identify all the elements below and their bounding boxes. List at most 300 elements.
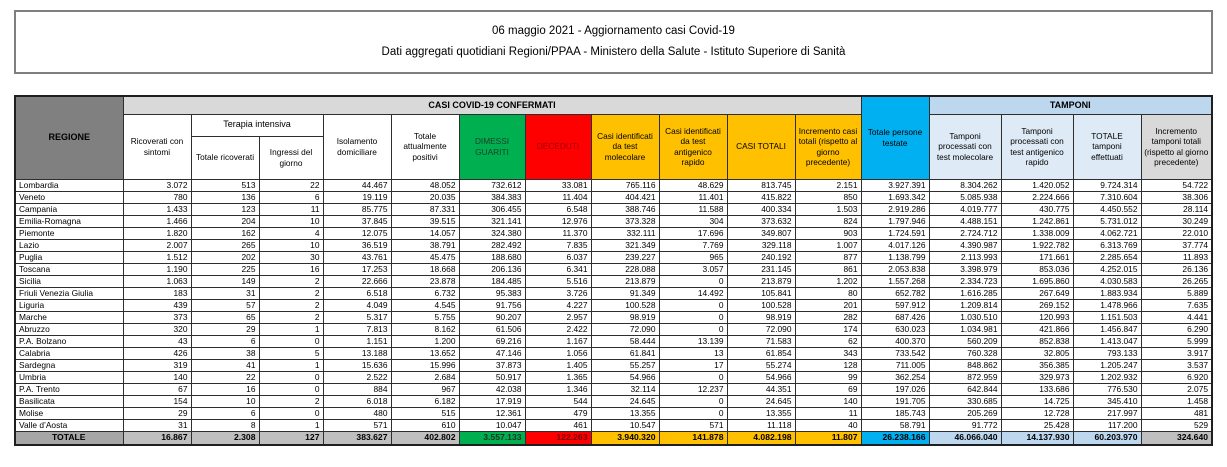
value-cell: 16 xyxy=(191,383,259,395)
value-cell: 14.057 xyxy=(391,227,459,239)
region-cell: Veneto xyxy=(15,191,123,203)
value-cell: 4.017.126 xyxy=(861,239,929,251)
value-cell: 40 xyxy=(795,419,861,431)
value-cell: 1.503 xyxy=(795,203,861,215)
value-cell: 55.257 xyxy=(591,359,659,371)
value-cell: 15.996 xyxy=(391,359,459,371)
value-cell: 2.724.712 xyxy=(929,227,1001,239)
value-cell: 31 xyxy=(191,287,259,299)
value-cell: 205.269 xyxy=(929,407,1001,419)
value-cell: 4.252.015 xyxy=(1073,263,1141,275)
value-cell: 206.136 xyxy=(459,263,525,275)
value-cell: 43.761 xyxy=(323,251,391,263)
value-cell: 26.136 xyxy=(1141,263,1212,275)
value-cell: 37.845 xyxy=(323,215,391,227)
value-cell: 2 xyxy=(259,299,323,311)
value-cell: 765.116 xyxy=(591,179,659,191)
value-cell: 884 xyxy=(323,383,391,395)
value-cell: 571 xyxy=(323,419,391,431)
value-cell: 58.791 xyxy=(861,419,929,431)
value-cell: 2.053.838 xyxy=(861,263,929,275)
value-cell: 61.841 xyxy=(591,347,659,359)
column-header-casi-test-molecolare: Casi identificati da test molecolare xyxy=(591,114,659,179)
value-cell: 4.545 xyxy=(391,299,459,311)
value-cell: 1.405 xyxy=(525,359,591,371)
value-cell: 91.756 xyxy=(459,299,525,311)
value-cell: 22.010 xyxy=(1141,227,1212,239)
value-cell: 852.838 xyxy=(1001,335,1073,347)
value-cell: 1.478.966 xyxy=(1073,299,1141,311)
value-cell: 0 xyxy=(659,395,727,407)
value-cell: 4.441 xyxy=(1141,311,1212,323)
value-cell: 3.072 xyxy=(123,179,191,191)
total-value-cell: 402.802 xyxy=(391,431,459,445)
value-cell: 6.037 xyxy=(525,251,591,263)
value-cell: 7.835 xyxy=(525,239,591,251)
value-cell: 349.807 xyxy=(727,227,795,239)
total-label-cell: TOTALE xyxy=(15,431,123,445)
value-cell: 30.249 xyxy=(1141,215,1212,227)
value-cell: 240.192 xyxy=(727,251,795,263)
value-cell: 0 xyxy=(259,383,323,395)
value-cell: 0 xyxy=(659,371,727,383)
value-cell: 2 xyxy=(259,311,323,323)
table-row xyxy=(15,275,1212,287)
value-cell: 2.075 xyxy=(1141,383,1212,395)
table-row xyxy=(15,395,1212,407)
value-cell: 95.383 xyxy=(459,287,525,299)
table-row xyxy=(15,203,1212,215)
column-header-tamponi-molecolare: Tamponi processati con test molecolare xyxy=(929,114,1001,179)
value-cell: 33.081 xyxy=(525,179,591,191)
table-row xyxy=(15,323,1212,335)
value-cell: 861 xyxy=(795,263,861,275)
value-cell: 22.666 xyxy=(323,275,391,287)
value-cell: 100.528 xyxy=(727,299,795,311)
value-cell: 22 xyxy=(259,179,323,191)
value-cell: 0 xyxy=(659,311,727,323)
value-cell: 5.085.938 xyxy=(929,191,1001,203)
region-cell: P.A. Bolzano xyxy=(15,335,123,347)
value-cell: 439 xyxy=(123,299,191,311)
value-cell: 1.433 xyxy=(123,203,191,215)
value-cell: 25.428 xyxy=(1001,419,1073,431)
value-cell: 61.506 xyxy=(459,323,525,335)
value-cell: 1.242.861 xyxy=(1001,215,1073,227)
value-cell: 174 xyxy=(795,323,861,335)
column-header-ingressi-del-giorno: Ingressi del giorno xyxy=(259,136,323,179)
value-cell: 324.380 xyxy=(459,227,525,239)
column-header-incremento-casi: Incremento casi totali (rispetto al giorno precedente) xyxy=(795,114,861,179)
table-row xyxy=(15,383,1212,395)
group-header-casi-confermati: CASI COVID-19 CONFERMATI xyxy=(123,96,861,114)
value-cell: 8 xyxy=(191,419,259,431)
value-cell: 793.133 xyxy=(1073,347,1141,359)
table-row xyxy=(15,359,1212,371)
table-row xyxy=(15,263,1212,275)
total-value-cell: 122.263 xyxy=(525,431,591,445)
value-cell: 2 xyxy=(259,275,323,287)
value-cell: 38.791 xyxy=(391,239,459,251)
value-cell: 362.254 xyxy=(861,371,929,383)
value-cell: 1.922.782 xyxy=(1001,239,1073,251)
value-cell: 4.030.583 xyxy=(1073,275,1141,287)
total-value-cell: 60.203.970 xyxy=(1073,431,1141,445)
value-cell: 813.745 xyxy=(727,179,795,191)
region-cell: Molise xyxy=(15,407,123,419)
value-cell: 184.485 xyxy=(459,275,525,287)
value-cell: 2.522 xyxy=(323,371,391,383)
column-header-deceduti: DECEDUTI xyxy=(525,114,591,179)
value-cell: 373 xyxy=(123,311,191,323)
value-cell: 1.205.247 xyxy=(1073,359,1141,371)
value-cell: 1.466 xyxy=(123,215,191,227)
value-cell: 149 xyxy=(191,275,259,287)
value-cell: 1.030.510 xyxy=(929,311,1001,323)
value-cell: 461 xyxy=(525,419,591,431)
value-cell: 5.755 xyxy=(391,311,459,323)
table-row xyxy=(15,215,1212,227)
value-cell: 1.138.799 xyxy=(861,251,929,263)
value-cell: 824 xyxy=(795,215,861,227)
value-cell: 304 xyxy=(659,215,727,227)
value-cell: 140 xyxy=(795,395,861,407)
value-cell: 329.973 xyxy=(1001,371,1073,383)
column-header-persone-testate: Totale persone testate xyxy=(861,96,929,179)
value-cell: 90.207 xyxy=(459,311,525,323)
total-value-cell: 16.867 xyxy=(123,431,191,445)
value-cell: 7.813 xyxy=(323,323,391,335)
value-cell: 610 xyxy=(391,419,459,431)
total-value-cell: 26.238.166 xyxy=(861,431,929,445)
value-cell: 760.328 xyxy=(929,347,1001,359)
value-cell: 1.695.860 xyxy=(1001,275,1073,287)
value-cell: 4.390.987 xyxy=(929,239,1001,251)
value-cell: 373.328 xyxy=(591,215,659,227)
value-cell: 6.518 xyxy=(323,287,391,299)
value-cell: 31 xyxy=(123,419,191,431)
value-cell: 13.139 xyxy=(659,335,727,347)
value-cell: 267.649 xyxy=(1001,287,1073,299)
value-cell: 597.912 xyxy=(861,299,929,311)
region-cell: Campania xyxy=(15,203,123,215)
value-cell: 5.889 xyxy=(1141,287,1212,299)
value-cell: 14.725 xyxy=(1001,395,1073,407)
value-cell: 2 xyxy=(259,395,323,407)
value-cell: 44.351 xyxy=(727,383,795,395)
value-cell: 384.383 xyxy=(459,191,525,203)
value-cell: 38 xyxy=(191,347,259,359)
value-cell: 11.118 xyxy=(727,419,795,431)
value-cell: 2.684 xyxy=(391,371,459,383)
value-cell: 1 xyxy=(259,323,323,335)
value-cell: 5.999 xyxy=(1141,335,1212,347)
value-cell: 37.873 xyxy=(459,359,525,371)
total-value-cell: 141.878 xyxy=(659,431,727,445)
value-cell: 239.227 xyxy=(591,251,659,263)
region-cell: Liguria xyxy=(15,299,123,311)
value-cell: 1.724.591 xyxy=(861,227,929,239)
value-cell: 903 xyxy=(795,227,861,239)
value-cell: 13.355 xyxy=(591,407,659,419)
value-cell: 39.515 xyxy=(391,215,459,227)
value-cell: 154 xyxy=(123,395,191,407)
value-cell: 87.331 xyxy=(391,203,459,215)
value-cell: 544 xyxy=(525,395,591,407)
value-cell: 1.151 xyxy=(323,335,391,347)
value-cell: 15.636 xyxy=(323,359,391,371)
value-cell: 225 xyxy=(191,263,259,275)
column-header-attualmente-positivi: Totale attualmente positivi xyxy=(391,114,459,179)
value-cell: 54.722 xyxy=(1141,179,1212,191)
value-cell: 30 xyxy=(259,251,323,263)
value-cell: 711.005 xyxy=(861,359,929,371)
value-cell: 231.145 xyxy=(727,263,795,275)
table-row xyxy=(15,407,1212,419)
value-cell: 2.957 xyxy=(525,311,591,323)
value-cell: 185.743 xyxy=(861,407,929,419)
value-cell: 373.632 xyxy=(727,215,795,227)
value-cell: 4.450.552 xyxy=(1073,203,1141,215)
value-cell: 404.421 xyxy=(591,191,659,203)
value-cell: 1.616.285 xyxy=(929,287,1001,299)
value-cell: 0 xyxy=(259,407,323,419)
value-cell: 91.772 xyxy=(929,419,1001,431)
column-header-ricoverati-con-sintomi: Ricoverati con sintomi xyxy=(123,114,191,179)
value-cell: 197.026 xyxy=(861,383,929,395)
value-cell: 1.365 xyxy=(525,371,591,383)
value-cell: 10 xyxy=(191,395,259,407)
total-value-cell: 3.557.133 xyxy=(459,431,525,445)
table-row xyxy=(15,239,1212,251)
value-cell: 58.444 xyxy=(591,335,659,347)
value-cell: 99 xyxy=(795,371,861,383)
value-cell: 7.769 xyxy=(659,239,727,251)
value-cell: 23.878 xyxy=(391,275,459,287)
value-cell: 11.401 xyxy=(659,191,727,203)
value-cell: 85.775 xyxy=(323,203,391,215)
value-cell: 62 xyxy=(795,335,861,347)
group-header-terapia-intensiva: Terapia intensiva xyxy=(191,114,323,136)
value-cell: 183 xyxy=(123,287,191,299)
value-cell: 140 xyxy=(123,371,191,383)
value-cell: 3.537 xyxy=(1141,359,1212,371)
total-value-cell: 3.940.320 xyxy=(591,431,659,445)
value-cell: 1.200 xyxy=(391,335,459,347)
value-cell: 3.057 xyxy=(659,263,727,275)
value-cell: 48.052 xyxy=(391,179,459,191)
value-cell: 4.227 xyxy=(525,299,591,311)
value-cell: 162 xyxy=(191,227,259,239)
table-row xyxy=(15,251,1212,263)
value-cell: 3.398.979 xyxy=(929,263,1001,275)
value-cell: 120.993 xyxy=(1001,311,1073,323)
value-cell: 43 xyxy=(123,335,191,347)
value-cell: 6.920 xyxy=(1141,371,1212,383)
table-row xyxy=(15,299,1212,311)
column-header-regione: REGIONE xyxy=(15,96,123,179)
value-cell: 10.547 xyxy=(591,419,659,431)
value-cell: 1.202 xyxy=(795,275,861,287)
value-cell: 171.661 xyxy=(1001,251,1073,263)
region-cell: Calabria xyxy=(15,347,123,359)
value-cell: 652.782 xyxy=(861,287,929,299)
value-cell: 91.349 xyxy=(591,287,659,299)
value-cell: 319 xyxy=(123,359,191,371)
value-cell: 332.111 xyxy=(591,227,659,239)
value-cell: 1.063 xyxy=(123,275,191,287)
value-cell: 24.645 xyxy=(727,395,795,407)
region-cell: Puglia xyxy=(15,251,123,263)
region-cell: Marche xyxy=(15,311,123,323)
value-cell: 630.023 xyxy=(861,323,929,335)
value-cell: 426 xyxy=(123,347,191,359)
value-cell: 321.141 xyxy=(459,215,525,227)
value-cell: 1 xyxy=(259,419,323,431)
value-cell: 11.370 xyxy=(525,227,591,239)
value-cell: 571 xyxy=(659,419,727,431)
value-cell: 37.774 xyxy=(1141,239,1212,251)
value-cell: 13.355 xyxy=(727,407,795,419)
value-cell: 5.317 xyxy=(323,311,391,323)
value-cell: 6.548 xyxy=(525,203,591,215)
total-value-cell: 4.082.198 xyxy=(727,431,795,445)
value-cell: 5 xyxy=(259,347,323,359)
region-cell: Toscana xyxy=(15,263,123,275)
value-cell: 57 xyxy=(191,299,259,311)
value-cell: 2.919.286 xyxy=(861,203,929,215)
value-cell: 1.167 xyxy=(525,335,591,347)
value-cell: 0 xyxy=(659,275,727,287)
value-cell: 128 xyxy=(795,359,861,371)
value-cell: 6 xyxy=(191,335,259,347)
value-cell: 282 xyxy=(795,311,861,323)
value-cell: 10 xyxy=(259,239,323,251)
region-cell: Sardegna xyxy=(15,359,123,371)
value-cell: 16 xyxy=(259,263,323,275)
value-cell: 0 xyxy=(259,335,323,347)
value-cell: 2.151 xyxy=(795,179,861,191)
table-row xyxy=(15,311,1212,323)
value-cell: 872.959 xyxy=(929,371,1001,383)
value-cell: 11 xyxy=(259,203,323,215)
value-cell: 32.805 xyxy=(1001,347,1073,359)
value-cell: 1.693.342 xyxy=(861,191,929,203)
value-cell: 6 xyxy=(191,407,259,419)
value-cell: 28.114 xyxy=(1141,203,1212,215)
value-cell: 24.645 xyxy=(591,395,659,407)
value-cell: 2.224.666 xyxy=(1001,191,1073,203)
value-cell: 12.237 xyxy=(659,383,727,395)
value-cell: 12.976 xyxy=(525,215,591,227)
value-cell: 400.334 xyxy=(727,203,795,215)
value-cell: 217.997 xyxy=(1073,407,1141,419)
value-cell: 877 xyxy=(795,251,861,263)
total-row xyxy=(15,431,1212,445)
value-cell: 17.696 xyxy=(659,227,727,239)
value-cell: 6.182 xyxy=(391,395,459,407)
total-value-cell: 324.640 xyxy=(1141,431,1212,445)
value-cell: 1.007 xyxy=(795,239,861,251)
value-cell: 117.200 xyxy=(1073,419,1141,431)
value-cell: 1.557.268 xyxy=(861,275,929,287)
value-cell: 13.188 xyxy=(323,347,391,359)
value-cell: 1.151.503 xyxy=(1073,311,1141,323)
value-cell: 213.879 xyxy=(727,275,795,287)
value-cell: 687.426 xyxy=(861,311,929,323)
value-cell: 41 xyxy=(191,359,259,371)
value-cell: 8.162 xyxy=(391,323,459,335)
value-cell: 967 xyxy=(391,383,459,395)
value-cell: 20.035 xyxy=(391,191,459,203)
value-cell: 515 xyxy=(391,407,459,419)
value-cell: 188.680 xyxy=(459,251,525,263)
table-row xyxy=(15,191,1212,203)
value-cell: 0 xyxy=(259,371,323,383)
value-cell: 330.685 xyxy=(929,395,1001,407)
value-cell: 480 xyxy=(323,407,391,419)
value-cell: 529 xyxy=(1141,419,1212,431)
value-cell: 1.209.814 xyxy=(929,299,1001,311)
value-cell: 17.253 xyxy=(323,263,391,275)
value-cell: 853.036 xyxy=(1001,263,1073,275)
value-cell: 306.455 xyxy=(459,203,525,215)
value-cell: 10.047 xyxy=(459,419,525,431)
value-cell: 18.668 xyxy=(391,263,459,275)
value-cell: 0 xyxy=(659,299,727,311)
column-header-tamponi-antigenico: Tamponi processati con test antigenico rapido xyxy=(1001,114,1073,179)
value-cell: 11.893 xyxy=(1141,251,1212,263)
value-cell: 12.361 xyxy=(459,407,525,419)
value-cell: 430.775 xyxy=(1001,203,1073,215)
value-cell: 213.879 xyxy=(591,275,659,287)
value-cell: 202 xyxy=(191,251,259,263)
value-cell: 67 xyxy=(123,383,191,395)
value-cell: 105.841 xyxy=(727,287,795,299)
value-cell: 1.456.847 xyxy=(1073,323,1141,335)
value-cell: 71.583 xyxy=(727,335,795,347)
table-row xyxy=(15,287,1212,299)
value-cell: 733.542 xyxy=(861,347,929,359)
value-cell: 1.413.047 xyxy=(1073,335,1141,347)
total-value-cell: 383.627 xyxy=(323,431,391,445)
report-title-box xyxy=(14,10,1213,74)
value-cell: 4 xyxy=(259,227,323,239)
value-cell: 98.919 xyxy=(727,311,795,323)
value-cell: 343 xyxy=(795,347,861,359)
value-cell: 732.612 xyxy=(459,179,525,191)
value-cell: 12.075 xyxy=(323,227,391,239)
report-title: 06 maggio 2021 - Aggiornamento casi Covid-19 xyxy=(492,25,735,37)
value-cell: 356.385 xyxy=(1001,359,1073,371)
column-header-dimessi-guariti: DIMESSI GUARITI xyxy=(459,114,525,179)
value-cell: 42.038 xyxy=(459,383,525,395)
total-value-cell: 127 xyxy=(259,431,323,445)
value-cell: 6 xyxy=(259,191,323,203)
value-cell: 1.420.052 xyxy=(1001,179,1073,191)
value-cell: 4.062.721 xyxy=(1073,227,1141,239)
value-cell: 228.088 xyxy=(591,263,659,275)
value-cell: 11.404 xyxy=(525,191,591,203)
value-cell: 400.370 xyxy=(861,335,929,347)
value-cell: 123 xyxy=(191,203,259,215)
value-cell: 4.019.777 xyxy=(929,203,1001,215)
value-cell: 98.919 xyxy=(591,311,659,323)
value-cell: 1.190 xyxy=(123,263,191,275)
column-header-totale-ricoverati: Totale ricoverati xyxy=(191,136,259,179)
region-cell: P.A. Trento xyxy=(15,383,123,395)
value-cell: 2.334.723 xyxy=(929,275,1001,287)
